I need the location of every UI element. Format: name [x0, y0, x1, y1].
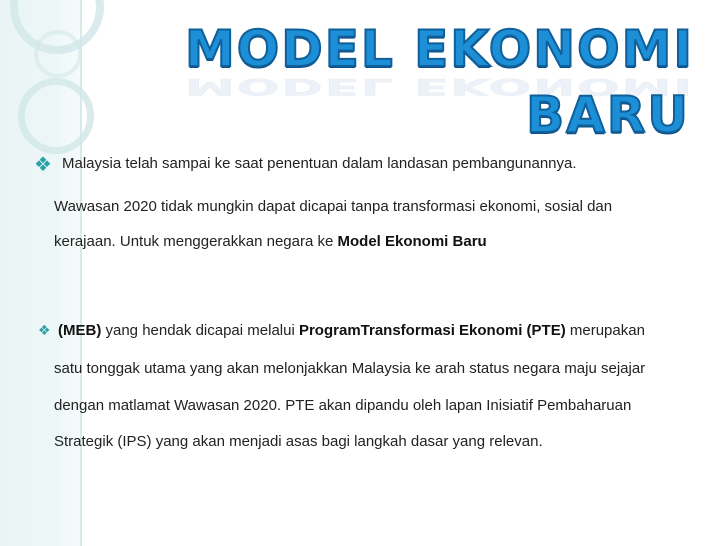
diamond-bullet-icon: ❖ — [34, 154, 52, 176]
meb-emphasis: (MEB) — [58, 322, 102, 339]
para2-line4: Strategik (IPS) yang akan menjadi asas bagi langkah dasar yang relevan. — [54, 433, 543, 450]
pte-emphasis: ProgramTransformasi Ekonomi (PTE) — [298, 322, 566, 339]
para1-line3-text: kerajaan. Untuk menggerakkan negara ke — [54, 233, 338, 250]
title-line-1: MODEL EKONOMI — [184, 20, 694, 78]
model-ekonomi-baru-emphasis: Model Ekonomi Baru — [337, 233, 487, 250]
para2-line1 — [58, 322, 645, 339]
para1-line2: Wawasan 2020 tidak mungkin dapat dicapai tanpa transformasi ekonomi, sosial dan — [54, 198, 613, 215]
title-line-2: BARU — [526, 86, 690, 144]
para1-line3 — [54, 233, 487, 250]
para2-line1-mid: yang hendak dicapai melalui — [101, 322, 299, 339]
diamond-bullet-icon: ❖ — [38, 322, 51, 338]
para2-line2: satu tonggak utama yang akan melonjakkan Malaysia ke arah status negara maju sejajar — [54, 360, 646, 377]
title-reflection: MODEL EKONOMI — [184, 73, 694, 100]
para1-line1: Malaysia telah sampai ke saat penentuan dalam landasan pembangunannya. — [62, 155, 577, 172]
para2-line1-post: merupakan — [565, 322, 645, 339]
para2-line3: dengan matlamat Wawasan 2020. PTE akan dipandu oleh lapan Inisiatif Pembaharuan — [54, 397, 632, 414]
